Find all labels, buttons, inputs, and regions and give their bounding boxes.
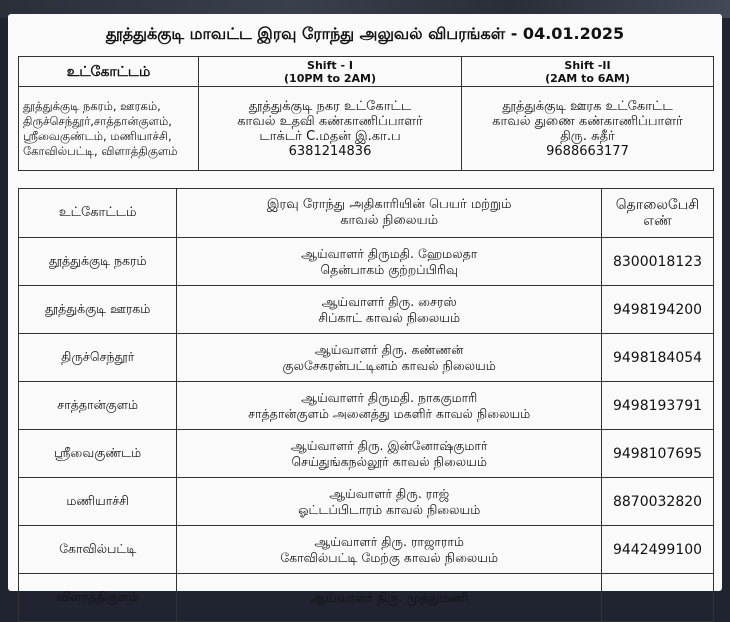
column-header-phone-line: எண் xyxy=(643,213,672,229)
officer-station: தென்பாகம் குற்றப்பிரிவு xyxy=(320,261,458,277)
officer-name: ஆய்வாளர் திரு. ராஜ் xyxy=(329,485,450,501)
row-unit: தூத்துக்குடி ஊரகம் xyxy=(19,286,177,334)
row-officer xyxy=(177,478,602,526)
table-row xyxy=(19,526,714,574)
table-row xyxy=(19,238,714,286)
shift1-time: (10PM to 2AM) xyxy=(284,71,376,85)
shift-table-header-label: உட்கோட்டம் xyxy=(19,57,199,87)
officer-name: ஆய்வாளர் திரு. ராஜாராம் xyxy=(314,533,464,549)
row-phone: 8300018123 xyxy=(602,238,714,286)
row-phone: 9498193791 xyxy=(602,382,714,430)
row-officer xyxy=(177,286,602,334)
shift1-officer-phone: 6381214836 xyxy=(288,143,372,159)
row-officer xyxy=(177,574,602,622)
shift1-officer-name: டாக்டர் C.மதன் இ.கா.ப xyxy=(259,128,401,144)
officer-station: கோவில்பட்டி மேற்கு காவல் நிலையம் xyxy=(280,549,499,565)
table-row xyxy=(19,382,714,430)
table-row xyxy=(19,334,714,382)
row-phone: 9498194200 xyxy=(602,286,714,334)
notice-document xyxy=(8,14,722,605)
officer-station: ஓட்டப்பிடாரம் காவல் நிலையம் xyxy=(298,501,481,517)
subdivisions-line: ஸ்ரீவைகுண்டம், மணியாச்சி, xyxy=(23,128,172,143)
shift1-officer-line: காவல் உதவி கண்காணிப்பாளர் xyxy=(237,113,423,129)
row-phone: 9498184054 xyxy=(602,334,714,382)
officer-name: ஆய்வாளர் திரு. சைரஸ் xyxy=(321,293,457,309)
column-header-officer xyxy=(177,189,602,238)
row-unit: கோவில்பட்டி xyxy=(19,526,177,574)
row-officer xyxy=(177,430,602,478)
table-row xyxy=(19,478,714,526)
row-unit: ஸ்ரீவைகுண்டம் xyxy=(19,430,177,478)
column-header-officer-line: காவல் நிலையம் xyxy=(340,213,439,228)
shift1-officer xyxy=(199,87,462,171)
row-unit: தூத்துக்குடி நகரம் xyxy=(19,238,177,286)
shift1-header xyxy=(199,57,462,87)
officer-name: ஆய்வாளர் திரு. இன்னோஷ்குமார் xyxy=(290,437,488,453)
subdivisions-list xyxy=(19,87,199,171)
officer-station: சிப்காட் காவல் நிலையம் xyxy=(318,309,461,325)
shift1-name: Shift - I xyxy=(307,58,353,72)
row-unit: மணியாச்சி xyxy=(19,478,177,526)
subdivisions-line: திருச்செந்தூர்,சாத்தான்குளம், xyxy=(23,113,172,128)
officer-name: ஆய்வாளர் திரு. கண்ணன் xyxy=(314,341,464,357)
shift2-officer xyxy=(462,87,714,171)
shift2-officer-phone: 9688663177 xyxy=(546,143,629,159)
row-officer xyxy=(177,526,602,574)
row-officer xyxy=(177,334,602,382)
subdivisions-line: தூத்துக்குடி நகரம், ஊரகம், xyxy=(23,98,161,113)
row-phone: 9498107695 xyxy=(602,430,714,478)
table-row xyxy=(19,574,714,622)
row-officer xyxy=(177,382,602,430)
document-title: தூத்துக்குடி மாவட்ட இரவு ரோந்து அலுவல் விபரங்கள் - 04.01.2025 xyxy=(105,24,625,43)
shift2-time: (2AM to 6AM) xyxy=(545,71,630,85)
shift2-header xyxy=(462,57,714,87)
officer-name: ஆய்வாளர் திருமதி. நாககுமாரி xyxy=(301,389,478,405)
row-unit: விளாத்திகுளம் xyxy=(19,574,177,622)
shift2-officer-name: திரு. சுதீர் xyxy=(560,128,615,144)
officer-name: ஆய்வாளர் திரு. முத்துமணி xyxy=(310,589,469,605)
officer-station: குலசேகரன்பட்டினம் காவல் நிலையம் xyxy=(282,357,496,373)
officer-station: சாத்தான்குளம் அனைத்து மகளிர் காவல் நிலையம் xyxy=(248,405,531,421)
subdivisions-line: கோவில்பட்டி, விளாத்திகுளம் xyxy=(23,143,178,158)
officer-station: செய்துங்கநல்லூர் காவல் நிலையம் xyxy=(291,453,487,469)
row-officer xyxy=(177,238,602,286)
shift2-officer-line: தூத்துக்குடி ஊரக உட்கோட்ட xyxy=(502,98,673,114)
officer-name: ஆய்வாளர் திருமதி. ஹேமலதா xyxy=(301,245,478,261)
shift2-name: Shift -II xyxy=(564,58,611,72)
table-row xyxy=(19,286,714,334)
shift-table xyxy=(18,56,714,171)
row-phone: 9442499100 xyxy=(602,526,714,574)
column-header-phone xyxy=(602,189,714,238)
officer-table xyxy=(18,188,714,622)
column-header-officer-line: இரவு ரோந்து அதிகாரியின் பெயர் மற்றும் xyxy=(266,197,512,212)
shift2-officer-line: காவல் துணை கண்காணிப்பாளர் xyxy=(492,113,683,129)
row-phone xyxy=(602,574,714,622)
row-unit: திருச்செந்தூர் xyxy=(19,334,177,382)
row-phone: 8870032820 xyxy=(602,478,714,526)
column-header-unit: உட்கோட்டம் xyxy=(19,189,177,238)
row-unit: சாத்தான்குளம் xyxy=(19,382,177,430)
table-row xyxy=(19,430,714,478)
column-header-phone-line: தொலைபேசி xyxy=(615,197,700,213)
shift1-officer-line: தூத்துக்குடி நகர உட்கோட்ட xyxy=(248,98,412,114)
